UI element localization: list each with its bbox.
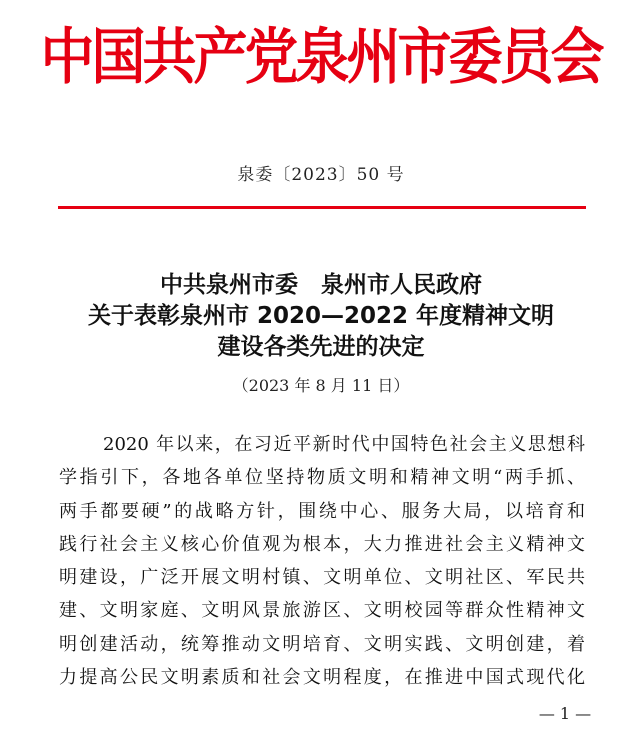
body-line: 践行社会主义核心价值观为根本，大力推进社会主义精神文 xyxy=(59,533,585,555)
title-line-3: 建设各类先进的决定 xyxy=(217,334,425,360)
document-title xyxy=(40,270,602,363)
page-number: — 1 — xyxy=(538,704,592,723)
body-line: 明创建活动，统筹推动文明培育、文明实践、文明创建，着 xyxy=(59,633,585,655)
body-paragraph xyxy=(59,428,585,694)
title-line-2: 关于表彰泉州市 2020—2022 年度精神文明 xyxy=(87,303,555,329)
body-line: 明建设，广泛开展文明村镇、文明单位、文明社区、军民共 xyxy=(59,567,585,589)
body-line: 学指引下，各地各单位坚持物质文明和精神文明“两手抓、 xyxy=(59,467,585,489)
document-date: （2023 年 8 月 11 日） xyxy=(232,376,410,395)
document-number: 泉委〔2023〕50 号 xyxy=(237,165,405,185)
title-line-1: 中共泉州市委 泉州市人民政府 xyxy=(160,272,482,298)
body-line: 2020 年以来，在习近平新时代中国特色社会主义思想科 xyxy=(103,434,585,455)
body-line: 两手都要硬”的战略方针，围绕中心、服务大局，以培育和 xyxy=(59,500,585,522)
body-line: 建、文明家庭、文明风景旅游区、文明校园等群众性精神文 xyxy=(59,600,585,622)
body-line: 力提高公民文明素质和社会文明程度，在推进中国式现代化 xyxy=(59,667,585,689)
issuer-masthead: 中国共产党泉州市委员会 xyxy=(40,21,602,92)
red-separator-line xyxy=(58,206,586,209)
